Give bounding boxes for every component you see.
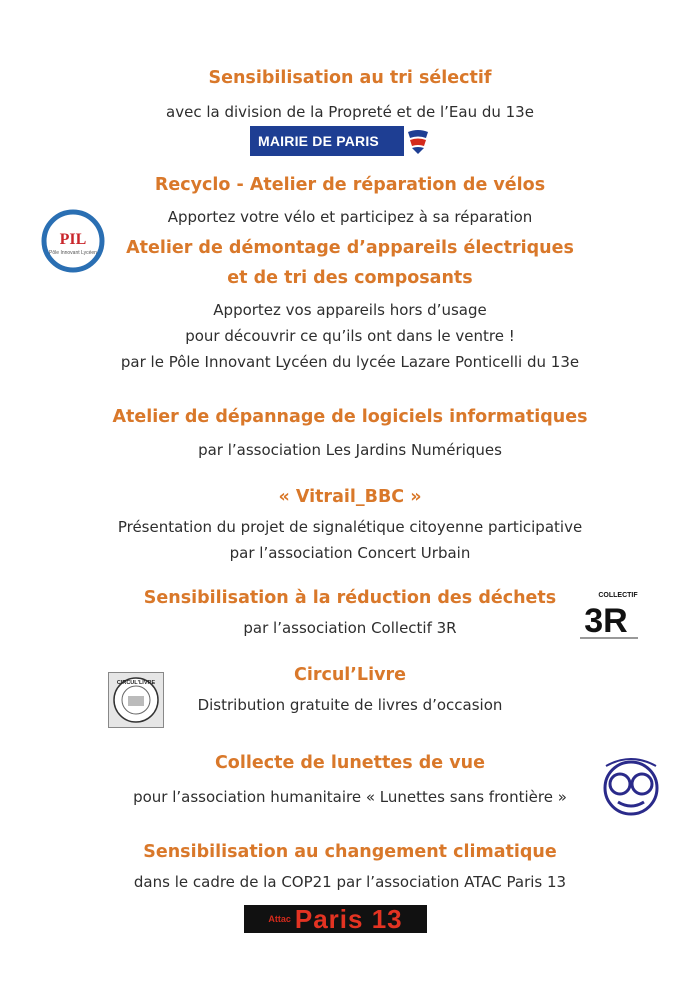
section-text-climat: dans le cadre de la COP21 par l’association ATAC Paris 13 — [133, 873, 567, 891]
pil-logo-subtext: Pôle Innovant Lycéen — [49, 250, 97, 256]
section-title-recyclo: Recyclo - Atelier de réparation de vélos — [154, 175, 546, 195]
collectif-3r-logo — [574, 588, 644, 642]
circul-livre-logo — [108, 672, 164, 728]
section-title-depannage: Atelier de dépannage de logiciels informatiques — [112, 407, 588, 427]
section-title-vitrail: « Vitrail_BBC » — [278, 487, 422, 507]
section-title-demontage-line2: et de tri des composants — [227, 268, 473, 288]
section-text-depannage: par l’association Les Jardins Numériques — [198, 441, 502, 459]
circul-livre-logo-text: CIRCUL'LIVRE — [116, 680, 156, 686]
pil-logo-text: PIL — [59, 231, 87, 248]
section-text-vitrail-2: par l’association Concert Urbain — [229, 544, 471, 562]
section-title-tri-selectif: Sensibilisation au tri sélectif — [208, 68, 492, 88]
lunettes-sans-frontiere-logo — [596, 748, 666, 818]
section-text-tri-selectif: avec la division de la Propreté et de l’Eau du 13e — [166, 103, 534, 121]
section-text-demontage-2: pour découvrir ce qu’ils ont dans le ventre ! — [185, 327, 515, 345]
section-text-reduction-dechets: par l’association Collectif 3R — [243, 619, 457, 637]
attac-logo-small-text: Attac — [268, 913, 291, 924]
section-text-lunettes: pour l’association humanitaire « Lunettes sans frontière » — [133, 788, 567, 806]
section-text-vitrail-1: Présentation du projet de signalétique citoyenne participative — [117, 518, 583, 536]
section-text-demontage-1: Apportez vos appareils hors d’usage — [213, 301, 487, 319]
attac-logo-big-text: Paris 13 — [294, 903, 403, 934]
section-text-demontage-3: par le Pôle Innovant Lycéen du lycée Lazare Ponticelli du 13e — [120, 353, 580, 371]
section-title-reduction-dechets: Sensibilisation à la réduction des déchets — [143, 588, 557, 608]
paris-emblem-icon — [404, 126, 432, 156]
mairie-de-paris-logo-text: MAIRIE DE PARIS — [258, 133, 379, 149]
attac-paris-13-logo — [244, 905, 427, 933]
mairie-de-paris-logo — [250, 126, 432, 156]
collectif-logo-text: COLLECTIF — [598, 592, 638, 599]
three-r-logo-text: 3R — [584, 602, 628, 640]
section-title-lunettes: Collecte de lunettes de vue — [214, 753, 486, 773]
section-text-circul-livre: Distribution gratuite de livres d’occasion — [197, 696, 503, 714]
section-title-circul-livre: Circul’Livre — [293, 665, 406, 685]
section-title-climat: Sensibilisation au changement climatique — [143, 842, 557, 862]
section-title-demontage-line1: Atelier de démontage d’appareils électriques — [126, 238, 574, 258]
section-text-recyclo: Apportez votre vélo et participez à sa réparation — [167, 208, 533, 226]
